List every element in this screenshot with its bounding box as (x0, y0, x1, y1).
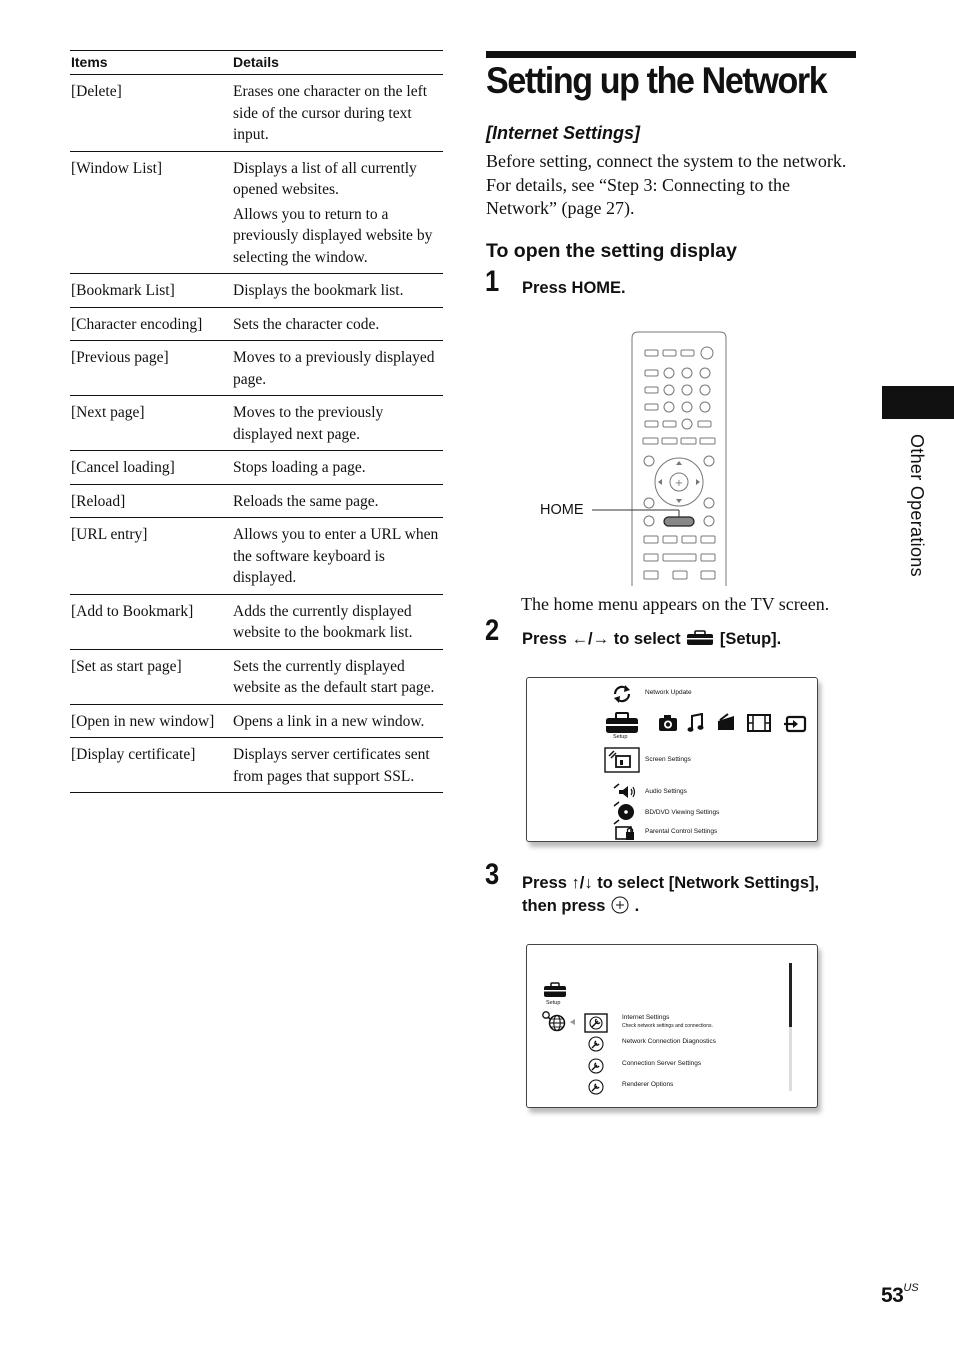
table-row (70, 396, 443, 451)
page-number-suffix: US (903, 1282, 919, 1294)
input-icon (783, 715, 807, 733)
table-row (70, 594, 443, 649)
table-cell-item: [Reload] (70, 484, 232, 518)
title-rule (486, 51, 856, 58)
table-row (70, 451, 443, 485)
table-row (70, 341, 443, 396)
table-row (70, 649, 443, 704)
setup-label: Setup (613, 734, 628, 740)
table-cell-item: [Bookmark List] (70, 274, 232, 308)
table-row (70, 704, 443, 738)
internet-settings-icon (584, 1013, 608, 1033)
film-icon (746, 713, 772, 733)
setup-label: Setup (546, 1000, 561, 1006)
bd-dvd-settings-label: BD/DVD Viewing Settings (645, 809, 720, 816)
remote-control-illustration (538, 328, 738, 588)
detail-text: Allows you to enter a URL when the software keyboard is displayed. (233, 526, 439, 586)
network-update-label: Network Update (645, 689, 692, 696)
column-header-details: Details (232, 51, 443, 75)
table-cell-item: [Window List] (70, 151, 232, 274)
table-cell-details (232, 307, 443, 341)
step-3-line-2-after: . (634, 897, 640, 915)
svg-text:+: + (674, 478, 684, 489)
internet-settings-description: Check network settings and connections. (622, 1023, 713, 1029)
connection-server-label: Connection Server Settings (622, 1060, 702, 1067)
table-cell-details (232, 75, 443, 152)
detail-text: Reloads the same page. (233, 492, 379, 510)
detail-text: Sets the currently displayed website as the default start page. (233, 657, 435, 696)
table-cell-item: [URL entry] (70, 518, 232, 595)
table-cell-details (232, 151, 443, 274)
table-cell-item: [Set as start page] (70, 649, 232, 704)
network-settings-icon (541, 1010, 569, 1032)
detail-text: Displays server certificates sent from pages that support SSL. (233, 746, 430, 785)
table-cell-details (232, 518, 443, 595)
table-cell-details (232, 274, 443, 308)
table-cell-item: [Open in new window] (70, 704, 232, 738)
scrollbar-track (789, 963, 792, 1091)
step-1-text: Press HOME. (522, 279, 626, 297)
step-number-1: 1 (485, 265, 500, 298)
detail-text: Displays a list of all currently opened websites. (233, 159, 417, 198)
table-row (70, 484, 443, 518)
step-3-line-1: Press ↑/↓ to select [Network Settings], (522, 874, 820, 892)
table-cell-details (232, 738, 443, 793)
renderer-options-label: Renderer Options (622, 1081, 674, 1088)
intro-paragraph: Before setting, connect the system to the network. For details, see “Step 3: Connecting to the Network” (page 27). (486, 151, 847, 218)
subsection-heading: [Internet Settings] (486, 123, 641, 143)
music-icon (687, 713, 705, 733)
detail-text: Erases one character on the left side of the cursor during text input. (233, 83, 428, 143)
page-number-value: 53 (881, 1284, 904, 1307)
detail-text: Displays the bookmark list. (233, 282, 404, 299)
audio-settings-icon (611, 783, 637, 801)
setup-toolbox-icon (605, 712, 639, 734)
step-1-result: The home menu appears on the TV screen. (521, 594, 830, 614)
video-icon (716, 712, 736, 732)
parental-control-icon (611, 819, 637, 841)
toolbox-icon (686, 630, 714, 646)
home-menu-screen (526, 677, 818, 842)
setup-toolbox-icon (543, 982, 567, 998)
table-cell-item: [Next page] (70, 396, 232, 451)
network-diagnostics-label: Network Connection Diagnostics (622, 1038, 716, 1045)
step-2-text (522, 628, 781, 651)
section-tab-marker (882, 386, 954, 419)
step-number-3: 3 (485, 858, 500, 891)
photo-icon (658, 714, 678, 732)
table-cell-item: [Previous page] (70, 341, 232, 396)
wrench-icon (588, 1058, 604, 1074)
table-cell-item: [Add to Bookmark] (70, 594, 232, 649)
internet-settings-label: Internet Settings (622, 1014, 670, 1021)
disc-settings-icon (611, 801, 637, 821)
step-3-line-2 (522, 895, 819, 918)
table-cell-item: [Character encoding] (70, 307, 232, 341)
chevron-left-icon (569, 1018, 577, 1026)
detail-text: Moves to the previously displayed next page. (233, 404, 384, 443)
wrench-icon (588, 1036, 604, 1052)
scrollbar-thumb (789, 963, 792, 1027)
table-header-row (70, 51, 443, 75)
step-3-line-2-before: then press (522, 897, 606, 915)
table-row (70, 518, 443, 595)
table-cell-item: [Delete] (70, 75, 232, 152)
table-cell-details (232, 594, 443, 649)
network-update-icon (611, 684, 633, 704)
column-header-items: Items (70, 51, 232, 75)
table-row (70, 75, 443, 152)
items-table (70, 50, 443, 793)
table-row (70, 151, 443, 274)
network-settings-screen (526, 944, 818, 1108)
detail-text: Sets the character code. (233, 315, 380, 333)
audio-settings-label: Audio Settings (645, 788, 687, 795)
table-row (70, 738, 443, 793)
enter-button-icon (611, 896, 629, 914)
table-cell-details (232, 341, 443, 396)
page-number (881, 1284, 919, 1308)
home-callout-label: HOME (540, 502, 584, 518)
wrench-icon (588, 1079, 604, 1095)
step-3-text (522, 872, 819, 918)
detail-text: Moves to a previously displayed page. (233, 349, 435, 388)
screen-settings-label: Screen Settings (645, 756, 691, 763)
table-cell-details (232, 396, 443, 451)
table-cell-details (232, 451, 443, 485)
page-title: Setting up the Network (486, 60, 827, 101)
sub-heading: To open the setting display (486, 240, 737, 262)
detail-text: Allows you to return to a previously displayed website by selecting the window. (233, 205, 433, 266)
detail-text: Stops loading a page. (233, 459, 366, 476)
remote-control-drawing (538, 328, 738, 588)
step-number-2: 2 (485, 614, 500, 647)
section-side-label: Other Operations (907, 434, 927, 577)
table-cell-item: [Display certificate] (71, 746, 196, 763)
detail-text: Opens a link in a new window. (233, 712, 425, 730)
screen-settings-icon (604, 747, 640, 773)
table-cell-details (232, 649, 443, 704)
step-2-text-after: [Setup]. (719, 630, 782, 648)
parental-control-label: Parental Control Settings (645, 828, 718, 835)
table-cell-details (232, 484, 443, 518)
table-cell-item: [Cancel loading] (70, 451, 232, 485)
detail-text: Adds the currently displayed website to the bookmark list. (233, 602, 413, 641)
table-row (70, 307, 443, 341)
table-cell-details (232, 704, 443, 738)
step-2-text-before: Press ←/→ to select (522, 630, 681, 648)
table-row (70, 274, 443, 308)
